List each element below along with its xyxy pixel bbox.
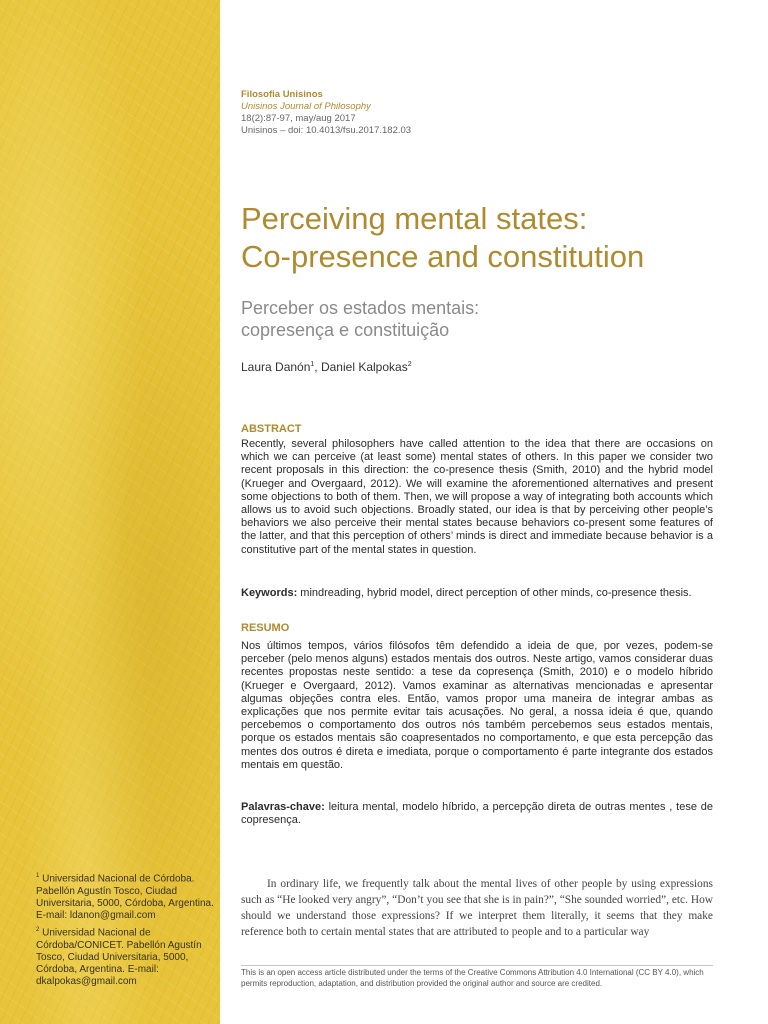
journal-info <box>241 89 411 137</box>
author-2-mark: 2 <box>407 361 412 368</box>
article-subtitle-line1: Perceber os estados mentais: <box>241 298 480 318</box>
authors <box>241 360 412 374</box>
resumo-text: Nos últimos tempos, vários filósofos têm defendido a ideia de que, por vezes, podem-se perceber (pelo menos alguns) estados mentais dos outros. Neste artigo, vamos considerar duas recentes propostas neste sentido: a tese da copresença (Smith, 2010) e o modelo híbrido (Krueger e Overgaard, 2012). Vamos examinar as alternativas mencionadas e apresentar algumas objeções contra eles. Então, vamos propor uma maneira de integrar ambas as explicações que nos permite evitar tais acusações. No geral, a nossa ideia é que, quando percebemos o comportamento dos outros nós também percebemos seus estados mentais, porque os estados mentais são coapresentados no comportamento, e que esta percepção das mentes dos outros é direta e imediata, porque o comportamento é parte integrante dos estados mentais em questão. <box>241 640 713 771</box>
author-1: Laura Danón <box>241 360 311 374</box>
article-subtitle <box>241 297 741 341</box>
author-2: Daniel Kalpokas <box>320 360 408 374</box>
keywords-label: Keywords: <box>241 587 298 599</box>
palavras-chave-label: Palavras-chave: <box>241 801 325 813</box>
license-divider <box>241 965 713 966</box>
journal-issue: 18(2):87-97, may/aug 2017 <box>241 113 356 124</box>
article-subtitle-line2: copresença e constituição <box>241 320 450 340</box>
resumo-heading: RESUMO <box>241 622 290 634</box>
abstract-text: Recently, several philosophers have called attention to the idea that there are occasions on which we can perceive (at least some) mental states of others. In this paper we consider two recent proposals in this direction: the co-presence thesis (Smith, 2010) and the hybrid model (Krueger and Overgaard, 2012). We will examine the aforementioned alternatives and present some objections to both of them. Then, we will propose a way of integrating both accounts which allows us to avoid such objections. Broadly stated, our idea is that by perceiving other people’s behaviors we also perceive their mental states because behaviors co-present some features of the latter, and that this perception of others’ minds is direct and immediate because behavior is a constitutive part of the mental states in question. <box>241 438 713 556</box>
journal-doi: Unisinos – doi: 10.4013/fsu.2017.182.03 <box>241 125 412 136</box>
affiliation-2-text: Universidad Nacional de Córdoba/CONICET. Pabellón Agustín Tosco, Ciudad Universitaria, 5000, Córdoba, Argentina. E-mail: dkalpokas@gmail.com <box>36 927 202 988</box>
keywords-text: mindreading, hybrid model, direct perception of other minds, co-presence thesis. <box>297 587 692 599</box>
author-1-mark: 1 <box>310 361 315 368</box>
author-separator: , <box>314 360 321 374</box>
resumo-keywords <box>241 801 713 827</box>
article-title-line2: Co-presence and constitution <box>241 239 645 274</box>
abstract-keywords <box>241 587 713 600</box>
abstract-heading: ABSTRACT <box>241 423 302 435</box>
journal-name: Filosofia Unisinos <box>241 89 323 100</box>
sidebar-yellow-paper <box>0 0 220 1024</box>
affiliation-2 <box>36 924 216 988</box>
license-note: This is an open access article distributed under the terms of the Creative Commons Attribution 4.0 International (CC BY 4.0), which permits reproduction, adaptation, and distribution provided the original author and source are credited. <box>241 968 704 988</box>
article-title <box>241 200 741 276</box>
journal-subtitle: Unisinos Journal of Philosophy <box>241 101 371 112</box>
affiliation-2-mark: 2 <box>36 927 40 933</box>
affiliation-1 <box>36 870 216 922</box>
article-title-line1: Perceiving mental states: <box>241 201 588 236</box>
palavras-chave-text: leitura mental, modelo híbrido, a percepção direta de outras mentes , tese de copresença. <box>241 801 713 827</box>
affiliation-1-text: Universidad Nacional de Córdoba. Pabellón Agustín Tosco, Ciudad Universitaria, 5000, Córdoba, Argentina. E-mail: ldanon@gmail.com <box>36 873 214 921</box>
body-paragraph: In ordinary life, we frequently talk about the mental lives of other people by using expressions such as “He looked very angry”, “Don’t you see that she is in pain?”, “She sounded worried”, etc. How should we understand those expressions? If we interpret them literally, it seems that they make reference both to certain mental states that are attributed to people and to a particular way <box>241 878 713 938</box>
affiliation-1-mark: 1 <box>36 873 40 879</box>
